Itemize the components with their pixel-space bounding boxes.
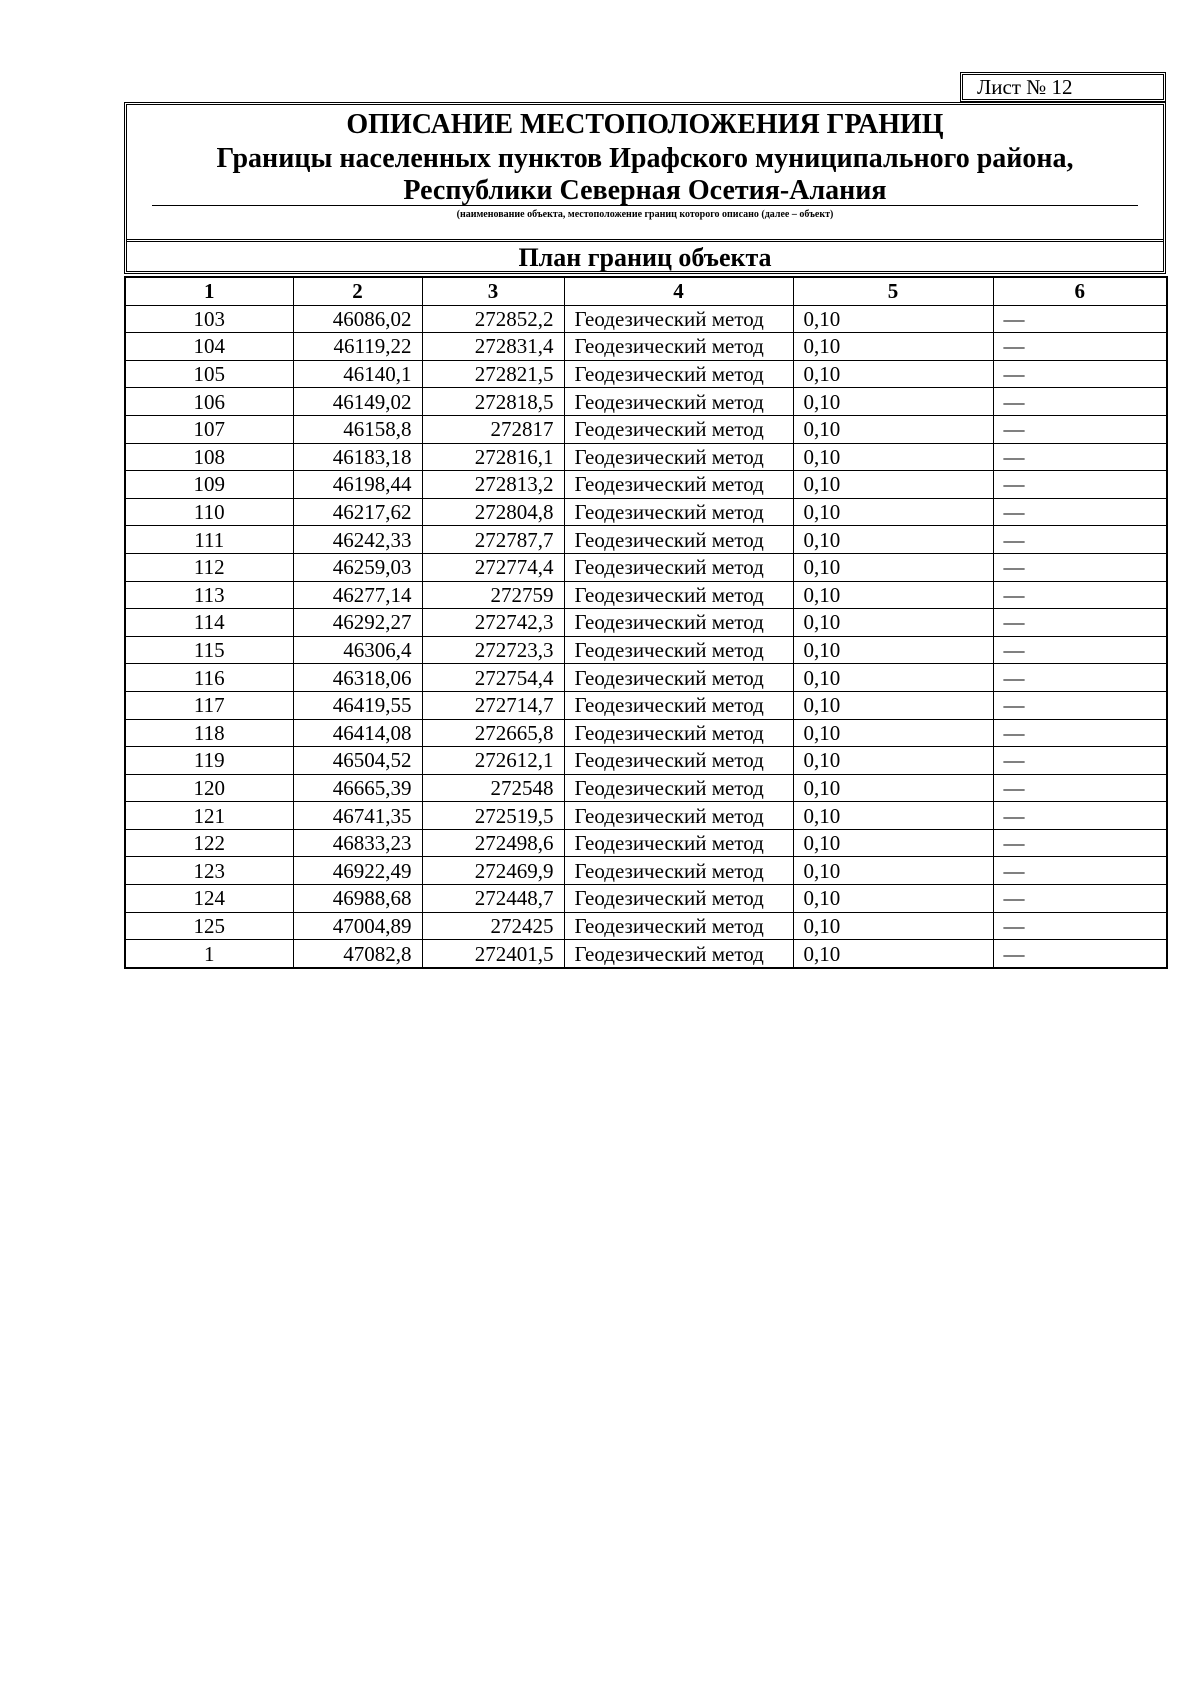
table-cell: 113	[125, 581, 293, 609]
table-cell: Геодезический метод	[564, 857, 793, 885]
table-row	[125, 912, 1167, 940]
table-cell: 46988,68	[293, 885, 422, 913]
table-cell: 108	[125, 443, 293, 471]
table-cell: 46149,02	[293, 388, 422, 416]
table-cell: 122	[125, 829, 293, 857]
table-row	[125, 553, 1167, 581]
table-cell: Геодезический метод	[564, 581, 793, 609]
table-cell: 46665,39	[293, 774, 422, 802]
table-cell: Геодезический метод	[564, 498, 793, 526]
table-cell: 0,10	[793, 912, 993, 940]
table-row	[125, 774, 1167, 802]
table-row	[125, 609, 1167, 637]
table-cell: 109	[125, 471, 293, 499]
table-cell: 0,10	[793, 857, 993, 885]
table-cell: 46183,18	[293, 443, 422, 471]
table-cell: 46198,44	[293, 471, 422, 499]
table-row	[125, 333, 1167, 361]
table-row	[125, 360, 1167, 388]
table-cell: 0,10	[793, 388, 993, 416]
table-cell: 0,10	[793, 443, 993, 471]
table-cell: —	[993, 471, 1167, 499]
table-row	[125, 802, 1167, 830]
table-cell: 0,10	[793, 774, 993, 802]
table-cell: 272425	[422, 912, 564, 940]
table-cell: 46504,52	[293, 747, 422, 775]
document-title: ОПИСАНИЕ МЕСТОПОЛОЖЕНИЯ ГРАНИЦ	[346, 109, 944, 140]
table-cell: 124	[125, 885, 293, 913]
table-cell: Геодезический метод	[564, 360, 793, 388]
table-cell: 0,10	[793, 471, 993, 499]
table-cell: —	[993, 885, 1167, 913]
table-cell: 46140,1	[293, 360, 422, 388]
table-cell: 0,10	[793, 609, 993, 637]
column-header: 1	[125, 277, 293, 305]
table-cell: 46833,23	[293, 829, 422, 857]
table-cell: —	[993, 912, 1167, 940]
table-row	[125, 829, 1167, 857]
table-header-row	[125, 277, 1167, 305]
object-name-line-1: Границы населенных пунктов Ирафского муниципального района,	[216, 143, 1074, 174]
title-area	[127, 105, 1163, 241]
table-cell: 0,10	[793, 885, 993, 913]
table-cell: —	[993, 388, 1167, 416]
table-cell: —	[993, 747, 1167, 775]
table-cell: 0,10	[793, 719, 993, 747]
table-cell: 46158,8	[293, 415, 422, 443]
table-cell: —	[993, 581, 1167, 609]
table-cell: —	[993, 526, 1167, 554]
underline-divider	[152, 205, 1138, 206]
table-cell: —	[993, 415, 1167, 443]
table-cell: 272831,4	[422, 333, 564, 361]
table-cell: 115	[125, 636, 293, 664]
table-row	[125, 388, 1167, 416]
table-cell: —	[993, 664, 1167, 692]
table-cell: 272498,6	[422, 829, 564, 857]
table-cell: 47082,8	[293, 940, 422, 968]
table-body	[125, 305, 1167, 968]
table-row	[125, 498, 1167, 526]
table-row	[125, 747, 1167, 775]
table-cell: Геодезический метод	[564, 719, 793, 747]
table-cell: 272816,1	[422, 443, 564, 471]
table-cell: —	[993, 636, 1167, 664]
table-cell: 46922,49	[293, 857, 422, 885]
table-cell: 46277,14	[293, 581, 422, 609]
table-cell: 104	[125, 333, 293, 361]
table-cell: 272548	[422, 774, 564, 802]
table-row	[125, 885, 1167, 913]
table-cell: 46741,35	[293, 802, 422, 830]
coordinates-table	[124, 276, 1168, 969]
table-cell: 0,10	[793, 415, 993, 443]
table-cell: 0,10	[793, 360, 993, 388]
table-cell: 121	[125, 802, 293, 830]
table-cell: —	[993, 857, 1167, 885]
table-cell: Геодезический метод	[564, 553, 793, 581]
table-cell: 272448,7	[422, 885, 564, 913]
table-cell: Геодезический метод	[564, 443, 793, 471]
table-row	[125, 581, 1167, 609]
table-cell: —	[993, 360, 1167, 388]
table-cell: 46259,03	[293, 553, 422, 581]
table-cell: 120	[125, 774, 293, 802]
sheet-number: Лист № 12	[960, 72, 1166, 102]
table-cell: 272519,5	[422, 802, 564, 830]
table-cell: 0,10	[793, 581, 993, 609]
table-cell: Геодезический метод	[564, 940, 793, 968]
table-cell: 272742,3	[422, 609, 564, 637]
table-row	[125, 857, 1167, 885]
table-cell: 106	[125, 388, 293, 416]
table-cell: 46292,27	[293, 609, 422, 637]
table-row	[125, 305, 1167, 333]
table-cell: 46419,55	[293, 691, 422, 719]
table-cell: 272821,5	[422, 360, 564, 388]
table-cell: 123	[125, 857, 293, 885]
table-cell: —	[993, 719, 1167, 747]
table-cell: Геодезический метод	[564, 747, 793, 775]
table-cell: 0,10	[793, 526, 993, 554]
table-cell: —	[993, 498, 1167, 526]
table-cell: —	[993, 553, 1167, 581]
table-cell: 46217,62	[293, 498, 422, 526]
table-cell: 272818,5	[422, 388, 564, 416]
table-cell: 47004,89	[293, 912, 422, 940]
table-cell: 272817	[422, 415, 564, 443]
table-cell: 272612,1	[422, 747, 564, 775]
object-name-line-2: Республики Северная Осетия-Алания	[403, 175, 887, 206]
table-cell: —	[993, 443, 1167, 471]
table-cell: 0,10	[793, 829, 993, 857]
table-cell: 0,10	[793, 691, 993, 719]
table-cell: Геодезический метод	[564, 305, 793, 333]
table-cell: 272852,2	[422, 305, 564, 333]
table-cell: 46086,02	[293, 305, 422, 333]
table-cell: Геодезический метод	[564, 415, 793, 443]
table-row	[125, 443, 1167, 471]
table-cell: 116	[125, 664, 293, 692]
table-cell: Геодезический метод	[564, 333, 793, 361]
table-cell: 1	[125, 940, 293, 968]
table-cell: 0,10	[793, 664, 993, 692]
column-header: 6	[993, 277, 1167, 305]
table-cell: 119	[125, 747, 293, 775]
table-cell: 114	[125, 609, 293, 637]
table-cell: 272401,5	[422, 940, 564, 968]
table-cell: 107	[125, 415, 293, 443]
table-cell: 46414,08	[293, 719, 422, 747]
table-cell: Геодезический метод	[564, 829, 793, 857]
table-cell: 118	[125, 719, 293, 747]
table-row	[125, 636, 1167, 664]
table-cell: —	[993, 802, 1167, 830]
table-cell: 272723,3	[422, 636, 564, 664]
table-cell: 272787,7	[422, 526, 564, 554]
table-cell: 0,10	[793, 305, 993, 333]
table-cell: —	[993, 305, 1167, 333]
table-cell: Геодезический метод	[564, 609, 793, 637]
table-cell: 117	[125, 691, 293, 719]
table-row	[125, 940, 1167, 968]
table-cell: 46318,06	[293, 664, 422, 692]
table-cell: 272804,8	[422, 498, 564, 526]
table-cell: Геодезический метод	[564, 664, 793, 692]
table-cell: Геодезический метод	[564, 526, 793, 554]
table-cell: 272754,4	[422, 664, 564, 692]
table-cell: 0,10	[793, 940, 993, 968]
table-cell: Геодезический метод	[564, 388, 793, 416]
table-cell: 0,10	[793, 802, 993, 830]
table-cell: 272714,7	[422, 691, 564, 719]
table-cell: 0,10	[793, 636, 993, 664]
table-cell: Геодезический метод	[564, 885, 793, 913]
column-header: 5	[793, 277, 993, 305]
table-cell: 46119,22	[293, 333, 422, 361]
table-row	[125, 526, 1167, 554]
table-cell: —	[993, 609, 1167, 637]
table-cell: 111	[125, 526, 293, 554]
table-row	[125, 471, 1167, 499]
table-cell: 0,10	[793, 498, 993, 526]
table-cell: 0,10	[793, 333, 993, 361]
column-header: 2	[293, 277, 422, 305]
table-cell: 272665,8	[422, 719, 564, 747]
table-cell: 272774,4	[422, 553, 564, 581]
table-cell: 103	[125, 305, 293, 333]
table-row	[125, 719, 1167, 747]
plan-title: План границ объекта	[127, 239, 1163, 274]
table-row	[125, 691, 1167, 719]
table-cell: 272469,9	[422, 857, 564, 885]
table-cell: 46306,4	[293, 636, 422, 664]
table-cell: —	[993, 829, 1167, 857]
table-cell: 46242,33	[293, 526, 422, 554]
table-cell: —	[993, 940, 1167, 968]
table-cell: Геодезический метод	[564, 802, 793, 830]
table-cell: —	[993, 774, 1167, 802]
table-cell: Геодезический метод	[564, 471, 793, 499]
table-cell: 125	[125, 912, 293, 940]
object-caption: (наименование объекта, местоположение границ которого описано (далее – объект)	[456, 209, 834, 220]
table-cell: 272813,2	[422, 471, 564, 499]
table-cell: Геодезический метод	[564, 691, 793, 719]
table-cell: 272759	[422, 581, 564, 609]
table-row	[125, 664, 1167, 692]
column-header: 4	[564, 277, 793, 305]
table-cell: Геодезический метод	[564, 774, 793, 802]
table-cell: 0,10	[793, 747, 993, 775]
table-cell: —	[993, 691, 1167, 719]
table-cell: 110	[125, 498, 293, 526]
table-cell: Геодезический метод	[564, 636, 793, 664]
column-header: 3	[422, 277, 564, 305]
table-cell: Геодезический метод	[564, 912, 793, 940]
table-cell: 112	[125, 553, 293, 581]
document-header	[124, 102, 1166, 274]
table-cell: 105	[125, 360, 293, 388]
table-cell: 0,10	[793, 553, 993, 581]
table-cell: —	[993, 333, 1167, 361]
table-row	[125, 415, 1167, 443]
